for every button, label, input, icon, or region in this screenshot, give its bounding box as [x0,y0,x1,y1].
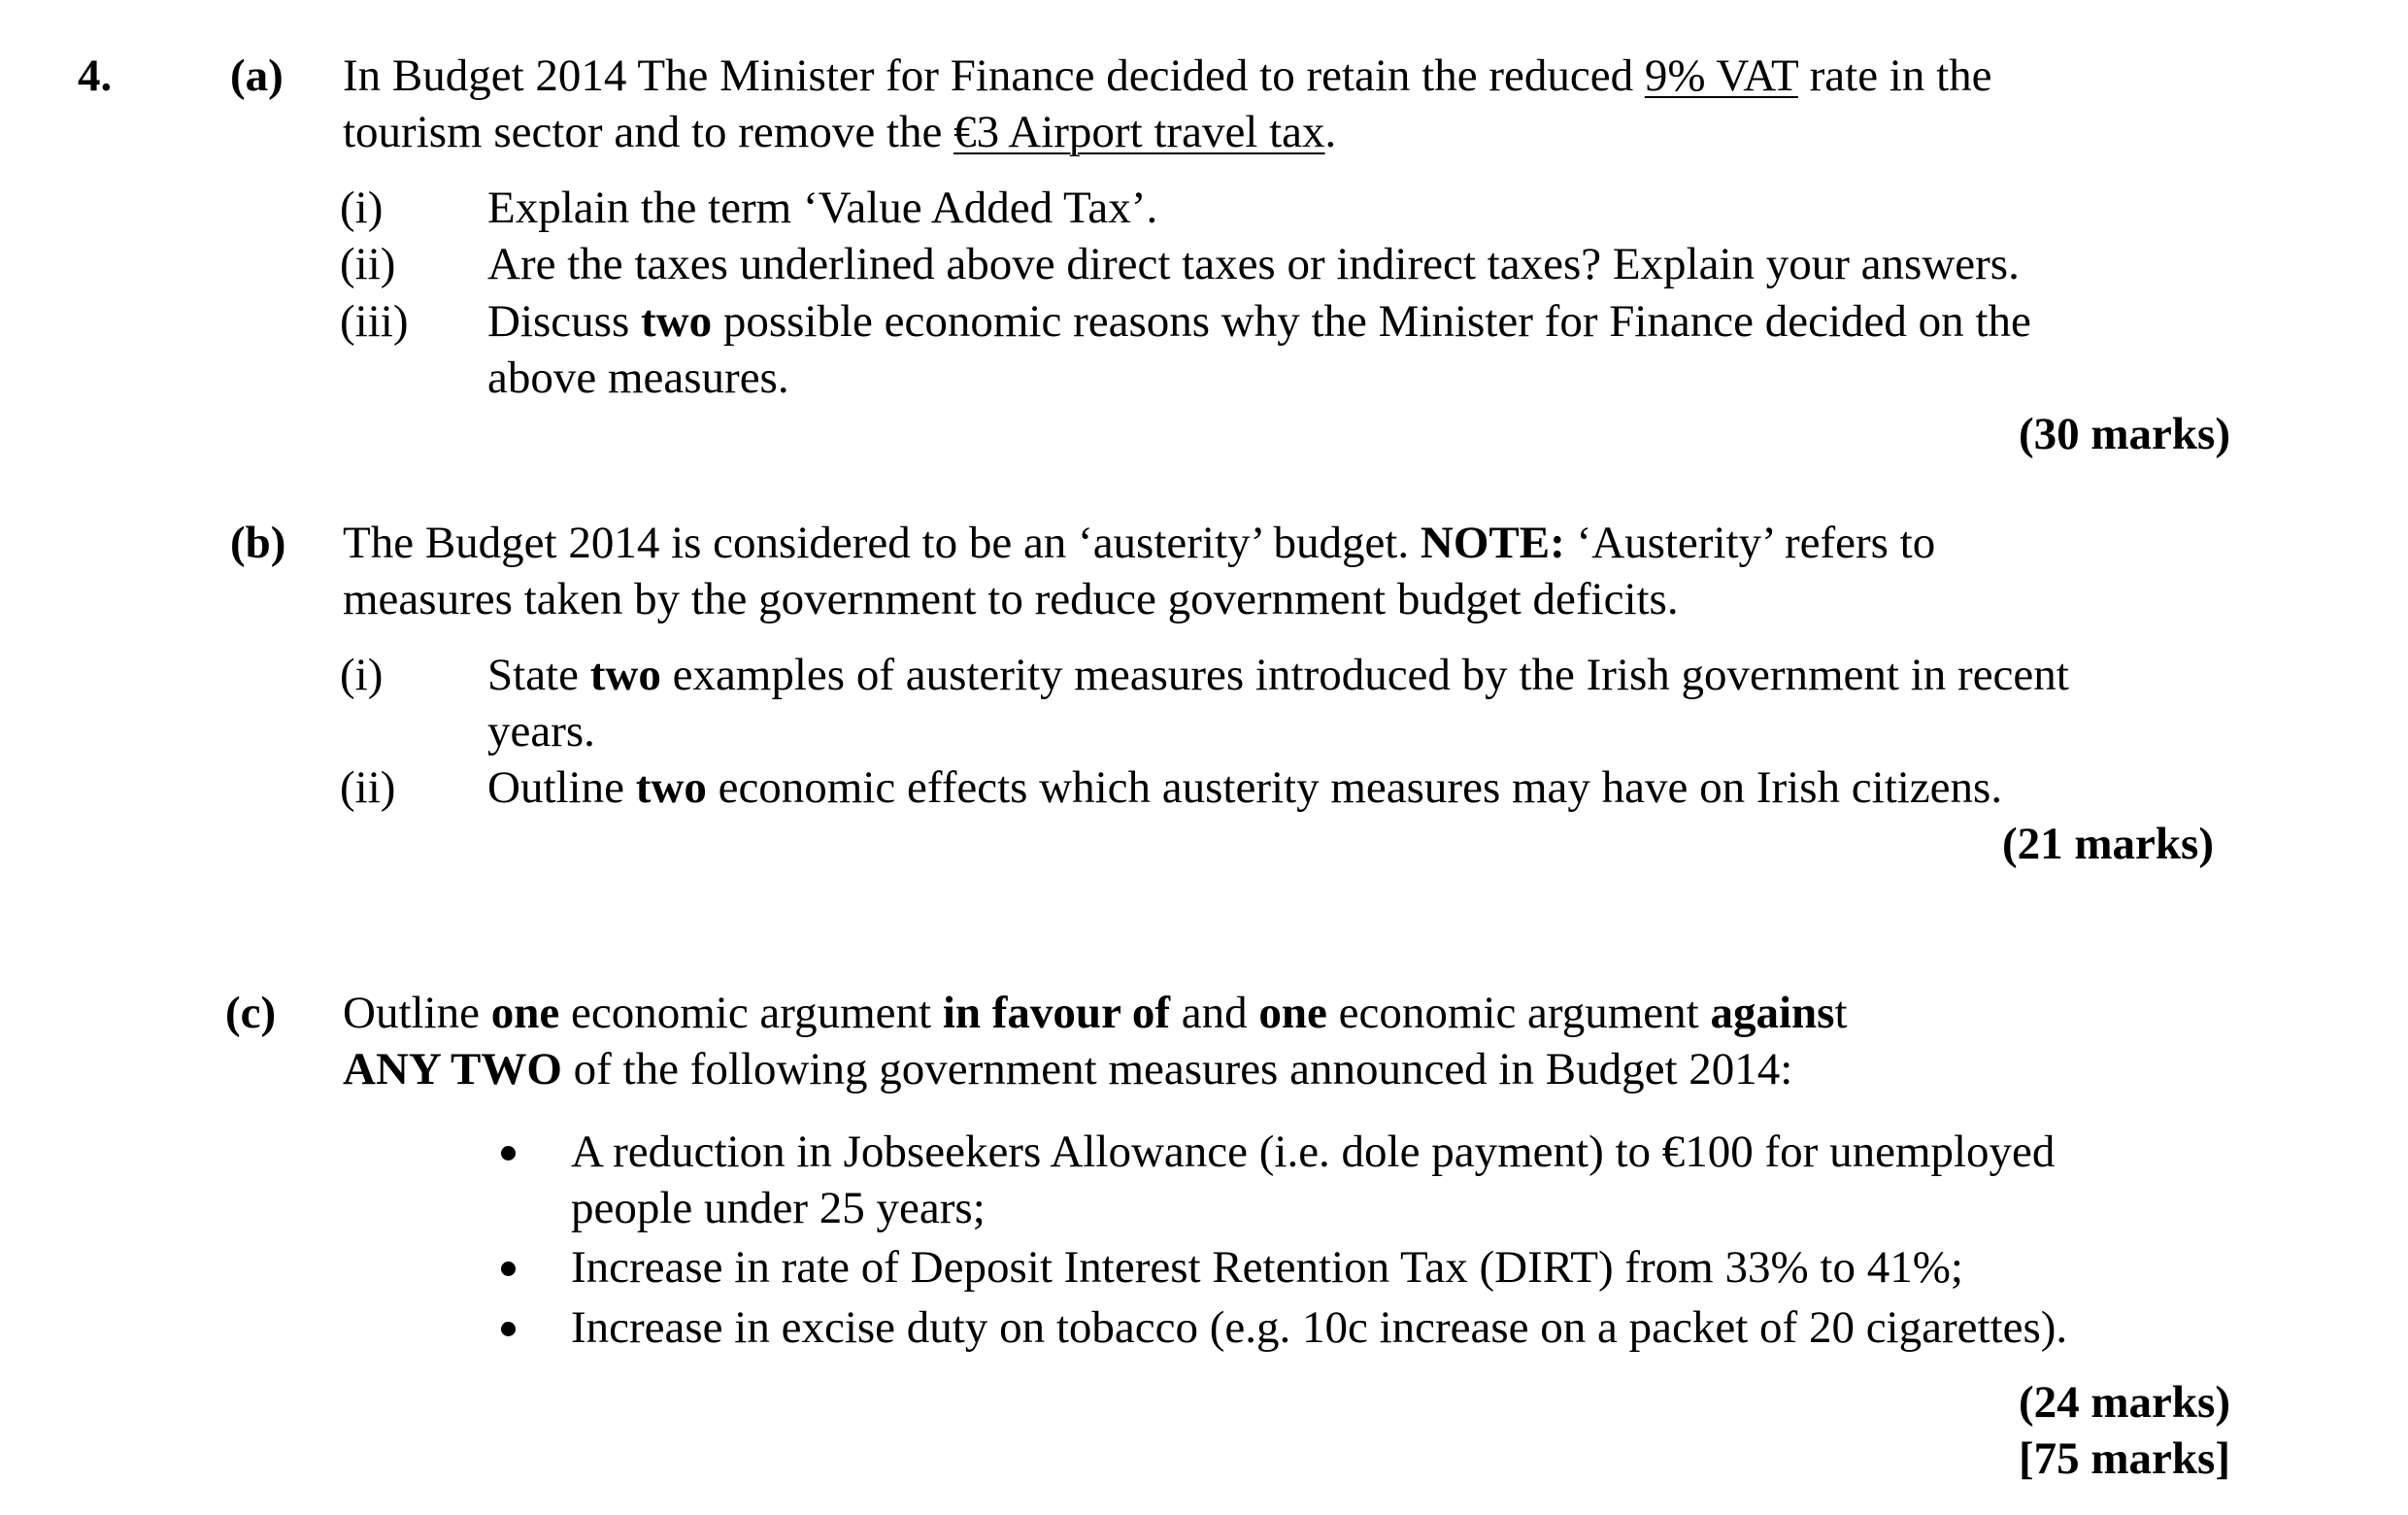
part-a-intro-text2: tourism sector and to remove the [343,107,954,157]
part-a-i-text: Explain the term ‘Value Added Tax’. [487,183,1158,233]
part-c-bold-against: agains [1710,988,1835,1038]
part-a-marks: (30 marks) [2019,409,2230,459]
part-a-intro-period: . [1324,107,1337,157]
part-a-i-label: (i) [340,183,384,233]
part-c-intro-line2 [343,1041,1792,1097]
part-b-ii-line1 [487,759,2002,816]
part-b-i-text-rest: examples of austerity measures introduced by the Irish government in recent [660,650,2069,700]
part-c-bold-any-two: ANY TWO [343,1044,562,1094]
part-a-intro-line1 [343,48,1992,104]
part-b-ii-text-rest: economic effects which austerity measures may have on Irish citizens. [706,762,2003,813]
part-b-ii-label: (ii) [340,762,396,813]
part-a-intro-text-end: rate in the [1797,50,1992,101]
bullet-1-line1: A reduction in Jobseekers Allowance (i.e. dole payment) to €100 for unemployed [571,1127,2056,1177]
part-b-i-line1 [487,647,2069,703]
part-a-iii-line1 [487,293,2031,350]
part-c-text-a: Outline [343,988,491,1038]
part-b-intro-line2: measures taken by the government to reduce government budget deficits. [343,574,1679,624]
vat-underlined: 9% VAT [1644,50,1798,101]
part-a-iii-label: (iii) [340,296,409,347]
bullet-2-line1: Increase in rate of Deposit Interest Retention Tax (DIRT) from 33% to 41%; [571,1242,1963,1293]
bullet-1-dot [501,1146,516,1161]
part-b-ii-bold: two [635,762,707,813]
part-b-i-line2: years. [487,706,595,757]
part-b-note-bold: NOTE: [1420,518,1565,568]
part-a-intro-text: In Budget 2014 The Minister for Finance decided to retain the reduced [343,50,1645,101]
part-a-ii-text: Are the taxes underlined above direct taxes or indirect taxes? Explain your answers. [487,239,2020,289]
part-b-intro-text: The Budget 2014 is considered to be an ‘austerity’ budget. [343,518,1421,568]
part-b-marks: (21 marks) [2002,819,2214,869]
part-a-iii-bold: two [640,296,713,347]
total-marks: [75 marks] [2019,1433,2230,1484]
part-a-iii-line2: above measures. [487,353,789,403]
part-b-label: (b) [230,518,286,568]
part-c-text-b: economic argument [559,988,943,1038]
bullet-3-dot [501,1322,516,1336]
part-b-i-text: State [487,650,590,700]
part-a-iii-text-rest: possible economic reasons why the Minister for Finance decided on the [712,296,2031,347]
part-c-marks: (24 marks) [2019,1377,2230,1428]
part-a-intro-line2 [343,104,1336,160]
part-c-text-d: economic argument [1326,988,1711,1038]
part-c-bold-favour: in favour of [942,988,1170,1038]
part-c-intro-line1 [343,985,1848,1041]
part-a-iii-text: Discuss [487,296,641,347]
part-c-text-e: t [1834,988,1848,1038]
part-c-bold-one-2: one [1258,988,1327,1038]
bullet-1-line2: people under 25 years; [571,1183,986,1233]
part-b-i-label: (i) [340,650,384,700]
bullet-3-line1: Increase in excise duty on tobacco (e.g. 10c increase on a packet of 20 cigarettes). [571,1302,2068,1353]
part-b-intro-line1 [343,515,1935,571]
bullet-2-dot [501,1262,516,1276]
part-a-label: (a) [230,50,284,101]
part-c-line2-text: of the following government measures announced in Budget 2014: [561,1044,1793,1094]
part-b-i-bold: two [589,650,661,700]
part-a-ii-label: (ii) [340,239,396,289]
part-b-intro-text-end: ‘Austerity’ refers to [1564,518,1936,568]
part-c-label: (c) [225,988,277,1038]
airport-tax-underlined: €3 Airport travel tax [953,107,1325,157]
part-b-ii-text: Outline [487,762,636,813]
part-c-text-c: and [1169,988,1259,1038]
question-number: 4. [78,50,113,101]
part-c-bold-one: one [490,988,560,1038]
